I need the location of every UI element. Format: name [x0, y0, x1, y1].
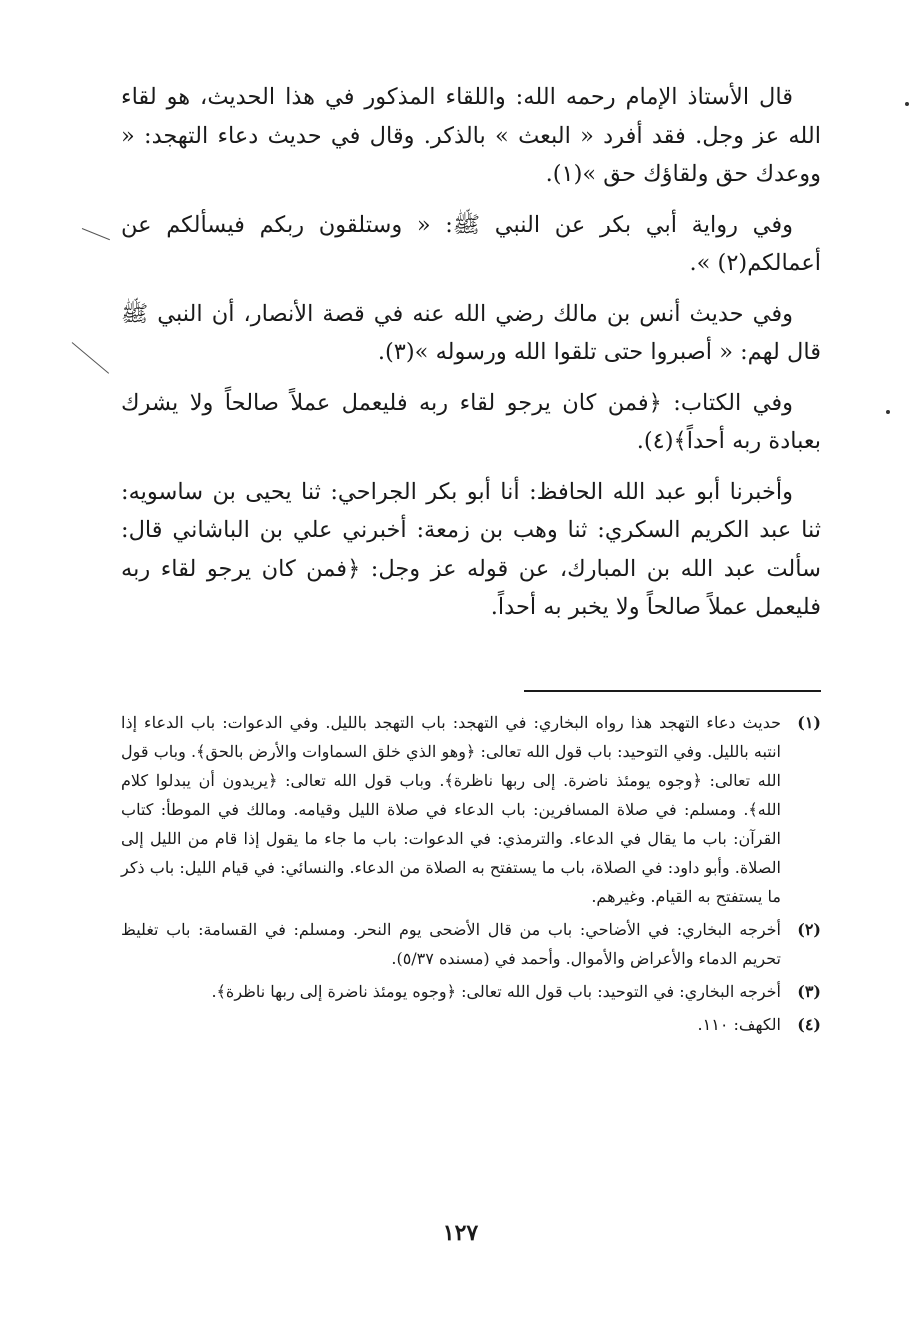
paragraph-4: وفي الكتاب: ﴿فمن كان يرجو لقاء ربه فليعمل عملاً صالحاً ولا يشرك بعبادة ربه أحداً﴾(٤). [121, 389, 821, 454]
footnote-number: (٣) [797, 982, 821, 1001]
paragraph-1: قال الأستاذ الإمام رحمه الله: واللقاء المذكور في هذا الحديث، هو لقاء الله عز وجل. فقد أفرد « البعث » بالذكر. وقال في حديث دعاء التهجد: « ووعدك حق ولقاؤك حق »(١). [121, 84, 821, 187]
footnote-text: حديث دعاء التهجد هذا رواه البخاري: في التهجد: باب التهجد بالليل. وفي الدعوات: باب الدعاء إذا انتبه بالليل. وفي التوحيد: باب قول الله تعالى: ﴿وهو الذي خلق السماوات والأرض بالحق﴾. وباب قول الله تعالى: ﴿وجوه يومئذ ناضرة. إلى ربها ناظرة﴾. وباب قول الله تعالى: ﴿يريدون أن يبدلوا كلام الله﴾. ومسلم: في صلاة المسافرين: باب الدعاء في صلاة الليل وقيامه. ومالك في الموطأ: كتاب القرآن: باب ما يقال في الدعاء. والترمذي: في الدعوات: باب ما جاء ما يقول إذا قام من الليل إلى الصلاة. وأبو داود: في الصلاة، باب ما يستفتح به الصلاة من الدعاء. والنسائي: في قيام الليل: باب ذكر ما يستفتح به القيام. وغيرهم. [121, 713, 781, 906]
footnote-text: أخرجه البخاري: في التوحيد: باب قول الله تعالى: ﴿وجوه يومئذ ناضرة إلى ربها ناظرة﴾. [211, 982, 781, 1001]
footnote-4 [121, 1010, 821, 1039]
margin-dot [886, 410, 890, 414]
footnote-number: (١) [797, 713, 821, 732]
footnote-number: (٢) [797, 920, 821, 939]
footnote-3 [121, 977, 821, 1006]
margin-mark [82, 228, 110, 240]
footnote-2 [121, 915, 821, 973]
page-number: ١٢٧ [442, 1220, 479, 1246]
paragraph-2: وفي رواية أبي بكر عن النبي ﷺ: « وستلقون ربكم فيسألكم عن أعمالكم(٢) ». [121, 211, 821, 276]
margin-dot [905, 102, 909, 106]
footnote-text: أخرجه البخاري: في الأضاحي: باب من قال الأضحى يوم النحر. ومسلم: في القسامة: باب تغليظ تحريم الدماء والأعراض والأموال. وأحمد في (مسنده ٥/٣٧). [121, 920, 781, 968]
paragraph-5: وأخبرنا أبو عبد الله الحافظ: أنا أبو بكر الجراحي: ثنا يحيى بن ساسويه: ثنا عبد الكريم السكري: ثنا وهب بن زمعة: أخبرني علي بن الباشاني قال: سألت عبد الله بن المبارك، عن قوله عز وجل: ﴿فمن كان يرجو لقاء ربه فليعمل عملاً صالحاً ولا يخبر به أحداً. [121, 478, 821, 620]
footnote-separator [524, 690, 821, 692]
footnote-1 [121, 708, 821, 911]
paragraph-3: وفي حديث أنس بن مالك رضي الله عنه في قصة الأنصار، أن النبي ﷺ قال لهم: « أصبروا حتى تلقوا الله ورسوله »(٣). [121, 300, 821, 365]
main-text [121, 78, 821, 639]
footnote-text: الكهف: ١١٠. [697, 1015, 781, 1034]
footnote-number: (٤) [797, 1015, 821, 1034]
margin-mark [72, 342, 109, 374]
footnotes [121, 708, 821, 1043]
